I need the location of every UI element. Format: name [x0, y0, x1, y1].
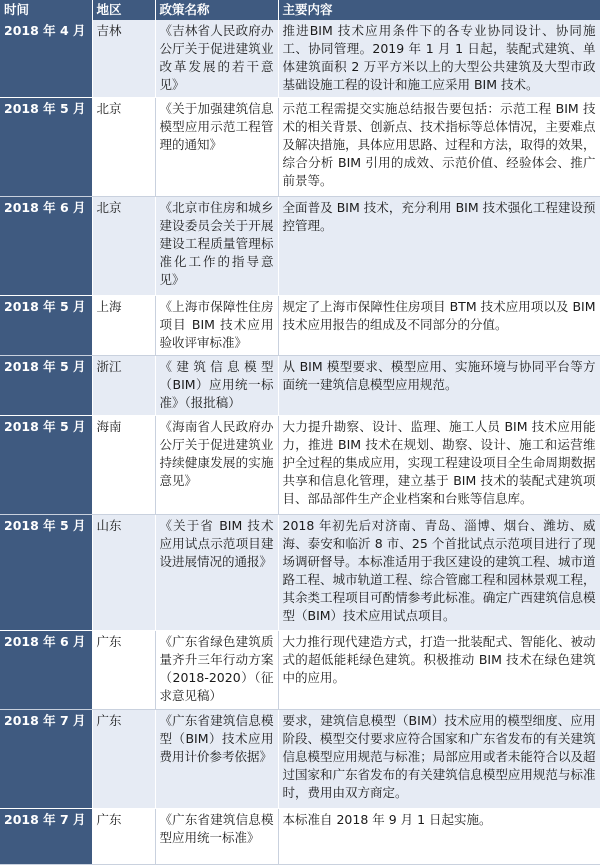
table-row — [0, 197, 600, 296]
table-row — [0, 356, 600, 416]
header-time: 时间 — [0, 0, 92, 20]
row-region: 北京 — [92, 197, 155, 296]
row-content: 全面普及 BIM 技术，充分利用 BIM 技术强化工程建设预控管理。 — [278, 197, 600, 296]
row-content: 本标准自 2018 年 9 月 1 日起实施。 — [278, 809, 600, 865]
row-time: 2018 年 6 月 — [0, 631, 92, 710]
row-policy-name: 《建筑信息模型（BIM）应用统一标准》（报批稿） — [155, 356, 278, 416]
row-content: 规定了上海市保障性住房项目 BTM 技术应用项以及 BIM 技术应用报告的组成及不同部分的分值。 — [278, 296, 600, 356]
row-content: 大力提升勘察、设计、监理、施工人员 BIM 技术应用能力，推进 BIM 技术在规划、勘察、设计、施工和运营维护全过程的集成应用，实现工程建设项目全生命周期数据共享和信息化管理，建立基于 BIM 技术的装配式建筑项目、部品部件生产企业档案和台账等信息库。 — [278, 416, 600, 515]
row-content: 推进BIM 技术应用条件下的各专业协同设计、协同施工、协同管理。2019 年 1 月 1 日起，装配式建筑、单体建筑面积 2 万平方米以上的大型公共建筑及大型市政基础设施工程的设计和施工应采用 BIM 技术。 — [278, 20, 600, 98]
row-region: 广东 — [92, 809, 155, 865]
row-content: 2018 年初先后对济南、青岛、淄博、烟台、潍坊、威海、泰安和临沂 8 市、25 个首批试点示范项目进行了现场调研督导。本标准适用于我区建设的建筑工程、城市道路工程、城市轨道工程、综合管廊工程和园林景观工程，其余类工程项目可酌情参考此标准。确定广西建筑信息模型（BIM）技术应用试点项目。 — [278, 515, 600, 631]
row-region: 海南 — [92, 416, 155, 515]
row-content: 要求，建筑信息模型（BIM）技术应用的模型细度、应用阶段、模型交付要求应符合国家和广东省发布的有关建筑信息模型应用规范与标准；局部应用或者未能符合以及超过国家和广东省发布的有关建筑信息模型应用规范与标准时，费用由双方商定。 — [278, 710, 600, 809]
table-row — [0, 710, 600, 809]
table-row — [0, 809, 600, 865]
row-policy-name: 《广东省绿色建筑质量齐升三年行动方案（2018-2020）（征求意见稿） — [155, 631, 278, 710]
table-row — [0, 20, 600, 98]
row-time: 2018 年 5 月 — [0, 416, 92, 515]
row-time: 2018 年 4 月 — [0, 20, 92, 98]
row-region: 山东 — [92, 515, 155, 631]
row-policy-name: 《上海市保障性住房项目 BIM 技术应用验收评审标准》 — [155, 296, 278, 356]
table-row — [0, 631, 600, 710]
row-policy-name: 《关于加强建筑信息模型应用示范工程管理的通知》 — [155, 98, 278, 197]
header-main-content: 主要内容 — [278, 0, 600, 20]
row-time: 2018 年 5 月 — [0, 356, 92, 416]
row-time: 2018 年 7 月 — [0, 710, 92, 809]
row-policy-name: 《北京市住房和城乡建设委员会关于开展建设工程质量管理标准化工作的指导意见》 — [155, 197, 278, 296]
row-time: 2018 年 5 月 — [0, 515, 92, 631]
row-policy-name: 《海南省人民政府办公厅关于促进建筑业持续健康发展的实施意见》 — [155, 416, 278, 515]
row-content: 大力推行现代建造方式，打造一批装配式、智能化、被动式的超低能耗绿色建筑。积极推动 BIM 技术在绿色建筑中的应用。 — [278, 631, 600, 710]
row-policy-name: 《广东省建筑信息模型应用统一标准》 — [155, 809, 278, 865]
row-region: 吉林 — [92, 20, 155, 98]
row-region: 北京 — [92, 98, 155, 197]
table-row — [0, 98, 600, 197]
table-row — [0, 515, 600, 631]
header-row — [0, 0, 600, 20]
row-content: 示范工程需提交实施总结报告要包括：示范工程 BIM 技术的相关背景、创新点、技术指标等总体情况，主要难点及解决措施，具体应用思路、过程和方法，取得的效果，综合分析 BIM 引用的成效、示范价值、经验体会、推广前景等。 — [278, 98, 600, 197]
row-policy-name: 《吉林省人民政府办公厅关于促进建筑业改革发展的若干意见》 — [155, 20, 278, 98]
row-region: 广东 — [92, 631, 155, 710]
row-policy-name: 《关于省 BIM 技术应用试点示范项目建设进展情况的通报》 — [155, 515, 278, 631]
row-region: 广东 — [92, 710, 155, 809]
row-region: 上海 — [92, 296, 155, 356]
row-region: 浙江 — [92, 356, 155, 416]
row-time: 2018 年 7 月 — [0, 809, 92, 865]
row-time: 2018 年 5 月 — [0, 98, 92, 197]
table-row — [0, 296, 600, 356]
row-time: 2018 年 6 月 — [0, 197, 92, 296]
table-row — [0, 416, 600, 515]
row-time: 2018 年 5 月 — [0, 296, 92, 356]
row-policy-name: 《广东省建筑信息模型（BIM）技术应用费用计价参考依据》 — [155, 710, 278, 809]
header-policy-name: 政策名称 — [155, 0, 278, 20]
header-region: 地区 — [92, 0, 155, 20]
row-content: 从 BIM 模型要求、模型应用、实施环境与协同平台等方面统一建筑信息模型应用规范。 — [278, 356, 600, 416]
